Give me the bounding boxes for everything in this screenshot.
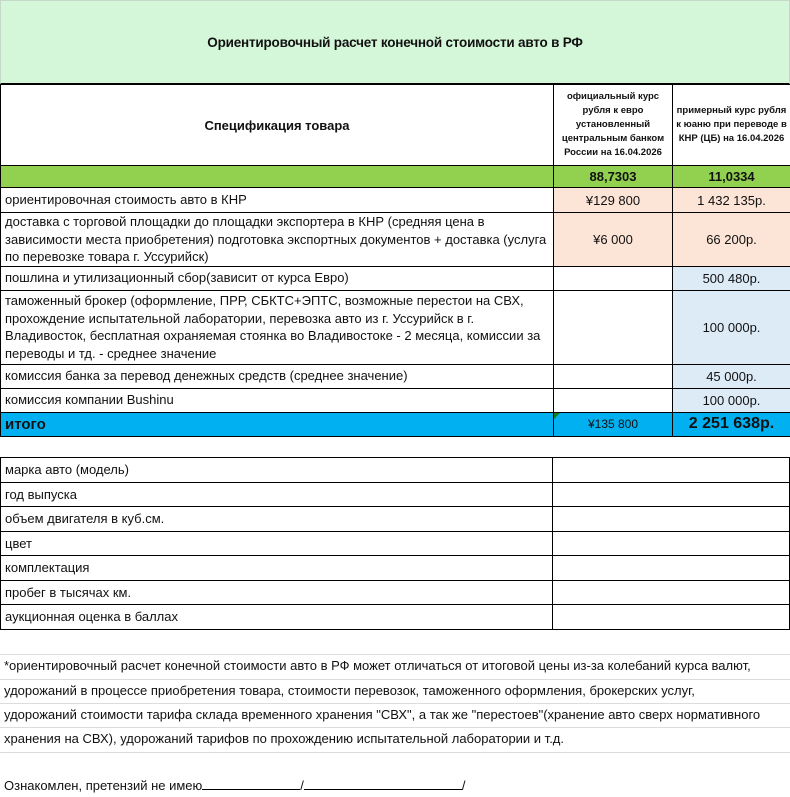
total-row [1, 412, 790, 436]
divider [0, 727, 790, 728]
footnote-line: удорожаний стоимости тарифа склада временного хранения "СВХ", а так же "перестоев"(хранение авто сверх нормативного [4, 707, 761, 722]
footnote-line: *ориентировочный расчет конечной стоимости авто в РФ может отличаться от итоговой цены из-за колебаний курса валют, [4, 658, 751, 673]
row-label[interactable]: комиссия компании Bushinu [1, 388, 554, 412]
table-row [1, 388, 790, 412]
divider [0, 703, 790, 704]
divider [0, 679, 790, 680]
footnote-line: удорожаний в процессе приобретения товара, стоимости перевозок, таможенного оформления, брокерских услуг, [4, 683, 695, 698]
row-label[interactable]: доставка с торговой площадки до площадки экспортера в КНР (средняя цена в зависимости места приобретения) подготовка экспортных документов + доставка (услуга по перевозке товара г. Уссурийск) [1, 213, 554, 267]
signature-separator: / [461, 778, 466, 793]
row-label[interactable]: таможенный брокер (оформление, ПРР, СБКТС+ЭПТС, возможные перестои на СВХ, прохождение испытательной лаборатории, перевозка авто из г. Уссурийск в г. Владивосток, бесплатная охраняемая стоянка во Владивостоке - 2 месяца, комиссии за переводы и тд. - среднее значение [1, 290, 554, 364]
spec-row [1, 482, 790, 507]
table-row [1, 213, 790, 267]
spec-row [1, 458, 790, 483]
euro-rate-value[interactable]: 88,7303 [554, 166, 673, 188]
row-label[interactable]: комиссия банка за перевод денежных средств (среднее значение) [1, 364, 554, 388]
divider [0, 752, 790, 753]
spec-value[interactable] [553, 458, 790, 483]
spec-label[interactable]: аукционная оценка в баллах [1, 605, 553, 630]
yuan-rate-header: примерный курс рубля к юаню при переводе в КНР (ЦБ) на 16.04.2026 [673, 85, 790, 166]
row-label[interactable]: ориентировочная стоимость авто в КНР [1, 188, 554, 213]
formula-indicator-icon [554, 413, 560, 419]
row-rub-value[interactable]: 45 000р. [673, 364, 790, 388]
row-yuan-value[interactable]: ¥6 000 [554, 213, 673, 267]
spec-label[interactable]: цвет [1, 531, 553, 556]
name-field[interactable] [304, 777, 462, 790]
row-rub-value[interactable]: 1 432 135р. [673, 188, 790, 213]
spec-label[interactable]: комплектация [1, 556, 553, 581]
spec-row [1, 605, 790, 630]
table-row [1, 266, 790, 290]
spec-row [1, 507, 790, 532]
spec-label[interactable]: год выпуска [1, 482, 553, 507]
row-yuan-value[interactable] [554, 290, 673, 364]
rate-row [1, 166, 790, 188]
total-yuan-value[interactable] [554, 412, 673, 436]
spec-row [1, 580, 790, 605]
signature-line [4, 777, 466, 793]
total-yuan-text: ¥135 800 [587, 417, 639, 431]
spec-header: Спецификация товара [1, 85, 554, 166]
spec-row [1, 531, 790, 556]
spec-value[interactable] [553, 507, 790, 532]
spec-value[interactable] [553, 556, 790, 581]
table-row [1, 188, 790, 213]
row-yuan-value[interactable] [554, 388, 673, 412]
total-rub-value[interactable]: 2 251 638р. [673, 412, 790, 436]
spec-label[interactable]: марка авто (модель) [1, 458, 553, 483]
signature-separator: / [300, 778, 304, 793]
total-label[interactable]: итого [1, 412, 554, 436]
yuan-rate-value[interactable]: 11,0334 [673, 166, 790, 188]
spec-value[interactable] [553, 605, 790, 630]
footnote-line: хранения на СВХ), удорожаний тарифов по прохождению испытательной лаборатории и т.д. [4, 731, 565, 746]
spec-row [1, 556, 790, 581]
signature-field[interactable] [202, 777, 300, 790]
row-rub-value[interactable]: 500 480р. [673, 266, 790, 290]
row-yuan-value[interactable] [554, 364, 673, 388]
header-row [1, 85, 790, 166]
divider [0, 654, 790, 655]
row-rub-value[interactable]: 100 000р. [673, 388, 790, 412]
row-rub-value[interactable]: 100 000р. [673, 290, 790, 364]
spec-value[interactable] [553, 482, 790, 507]
rate-row-blank[interactable] [1, 166, 554, 188]
row-label[interactable]: пошлина и утилизационный сбор(зависит от курса Евро) [1, 266, 554, 290]
car-spec-table [0, 457, 790, 630]
spec-value[interactable] [553, 531, 790, 556]
signature-label: Ознакомлен, претензий не имею [4, 778, 203, 793]
page-title: Ориентировочный расчет конечной стоимости авто в РФ [0, 0, 790, 85]
spec-label[interactable]: пробег в тысячах км. [1, 580, 553, 605]
cost-calculation-table [0, 84, 790, 437]
row-yuan-value[interactable]: ¥129 800 [554, 188, 673, 213]
row-yuan-value[interactable] [554, 266, 673, 290]
table-row [1, 290, 790, 364]
row-rub-value[interactable]: 66 200р. [673, 213, 790, 267]
table-row [1, 364, 790, 388]
euro-rate-header: официальный курс рубля к евро установленный центральным банком России на 16.04.2026 [554, 85, 673, 166]
spec-label[interactable]: объем двигателя в куб.см. [1, 507, 553, 532]
spec-value[interactable] [553, 580, 790, 605]
